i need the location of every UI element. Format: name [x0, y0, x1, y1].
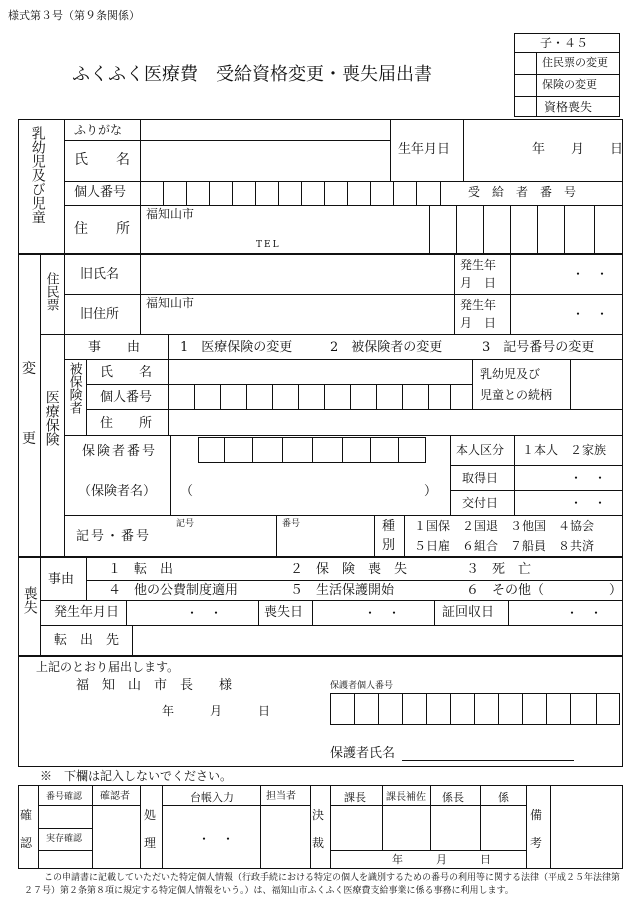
- approval-date: 年 月 日: [392, 853, 491, 866]
- loss-reason-label: 事由: [48, 572, 75, 587]
- privacy-note-line2: ２７号）第２条第８項に規定する特定個人情報をいう。）は、福知山市ふくふく医療費支給事業に係る事務に利用します。: [24, 886, 514, 896]
- reason-insured-change[interactable]: 2 被保険者の変更: [330, 340, 443, 355]
- relation-label-2: 児童との続柄: [480, 388, 553, 402]
- number-small-label: 番号: [282, 519, 301, 529]
- recipient-number-label: 受 給 者 番 号: [468, 185, 577, 199]
- declaration-statement: 上記のとおり届出します。: [36, 660, 180, 674]
- child-address-label: 住 所: [74, 221, 130, 237]
- relation-field[interactable]: [570, 360, 622, 408]
- juminhyo-label: 住民票: [43, 272, 59, 311]
- approver-staff: 係: [498, 791, 509, 804]
- change-label-1: 変: [22, 361, 36, 377]
- insured-label: 被保険者: [66, 362, 82, 414]
- office-use-note: ※ 下欄は記入しないでください。: [40, 769, 233, 783]
- number-check-label: 番号確認: [46, 792, 83, 802]
- furigana-label: ふりがな: [74, 123, 123, 137]
- old-address-label: 旧住所: [80, 307, 120, 322]
- loss-reason-death[interactable]: ３ 死 亡: [466, 562, 532, 577]
- birthdate-value[interactable]: 年 月 日: [532, 142, 624, 157]
- ledger-input-dots: ・ ・: [198, 832, 235, 846]
- person-in-charge-label: 担当者: [266, 791, 296, 802]
- return-date-dots[interactable]: ・ ・: [566, 606, 603, 620]
- insured-address-field[interactable]: [169, 410, 622, 434]
- form-code: 子・４５: [540, 36, 589, 50]
- guardian-number-field[interactable]: [330, 693, 620, 725]
- loss-occurrence-date-label: 発生年月日: [54, 605, 120, 620]
- declaration-date[interactable]: 年 月 日: [162, 704, 271, 718]
- mayor-address: 福 知 山 市 長 様: [76, 678, 233, 693]
- office-confirm-label-2: 認: [20, 836, 33, 850]
- loss-section-label: 喪失: [21, 586, 38, 614]
- insured-name-label: 氏 名: [100, 365, 153, 380]
- furigana-field[interactable]: [141, 120, 389, 140]
- old-name-label: 旧氏名: [80, 267, 120, 282]
- child-tel-label: TEL: [256, 240, 281, 250]
- old-name-date-label-2: 月 日: [460, 276, 497, 290]
- insured-number-label: 個人番号: [100, 390, 153, 405]
- option-eligibility-loss[interactable]: 資格喪失: [544, 100, 593, 114]
- return-date-label: 証回収日: [442, 605, 495, 620]
- child-address-city: 福知山市: [146, 207, 195, 221]
- child-section-label: 乳幼児及び児童: [29, 126, 46, 224]
- insured-address-label: 住 所: [100, 416, 153, 431]
- old-address-field[interactable]: [141, 295, 453, 333]
- guardian-name-field[interactable]: [402, 742, 574, 760]
- birthdate-label: 生年月日: [398, 142, 451, 157]
- insurer-number-label: 保険者番号: [82, 444, 158, 459]
- old-name-date-label-1: 発生年: [460, 258, 497, 272]
- insurer-name-label: （保険者名）: [78, 484, 157, 499]
- reason-label: 事 由: [88, 340, 141, 355]
- child-name-field[interactable]: [141, 141, 389, 181]
- reason-insurance-change[interactable]: 1 医療保険の変更: [180, 340, 293, 355]
- remarks-label-2: 考: [530, 836, 543, 850]
- insurer-name-field[interactable]: [194, 476, 422, 508]
- insurer-name-paren-open: （: [180, 484, 194, 499]
- old-address-date-label-1: 発生年: [460, 298, 497, 312]
- page-title: ふくふく医療費 受給資格変更・喪失届出書: [72, 64, 432, 85]
- symbol-number-label: 記号・番号: [76, 529, 152, 544]
- loss-date-dots[interactable]: ・ ・: [364, 606, 401, 620]
- type-label-1: 種: [382, 519, 396, 534]
- type-label-2: 別: [382, 538, 396, 553]
- acquired-date-label: 取得日: [462, 471, 499, 485]
- process-label-2: 理: [144, 836, 157, 850]
- ledger-input-label: 台帳入力: [190, 791, 234, 804]
- loss-date-label: 喪失日: [264, 605, 304, 620]
- old-address-date-label-2: 月 日: [460, 316, 497, 330]
- guardian-name-label: 保護者氏名: [330, 746, 396, 761]
- loss-reason-public-aid[interactable]: ４ 他の公費制度適用: [108, 583, 239, 598]
- self-category-options[interactable]: １本人 ２家族: [522, 443, 607, 457]
- loss-reason-insurance-lost[interactable]: ２ 保 険 喪 失: [290, 562, 408, 577]
- loss-reason-welfare[interactable]: ５ 生活保護開始: [290, 583, 395, 598]
- approver-manager: 課長: [344, 791, 366, 804]
- issued-date-label: 交付日: [462, 496, 499, 510]
- approver-chief: 係長: [442, 791, 464, 804]
- reason-symbol-change[interactable]: 3 記号番号の変更: [482, 340, 595, 355]
- office-confirm-label-1: 確: [20, 808, 33, 822]
- guardian-number-label: 保護者個人番号: [330, 681, 394, 691]
- insurance-types-row1[interactable]: １国保 ２国退 ３他国 ４協会: [414, 519, 595, 533]
- issued-date-dots[interactable]: ・ ・: [570, 496, 607, 510]
- insurance-types-row2[interactable]: ５日雇 ６組合 ７船員 ８共済: [414, 539, 595, 553]
- option-insurance-change[interactable]: 保険の変更: [542, 78, 597, 91]
- moved-to-field[interactable]: [133, 626, 622, 655]
- remarks-label-1: 備: [530, 808, 543, 822]
- old-name-field[interactable]: [141, 255, 453, 293]
- insurer-name-paren-close: ）: [424, 484, 438, 499]
- moved-to-label: 転 出 先: [54, 633, 120, 648]
- loss-occurrence-date-dots[interactable]: ・ ・: [186, 606, 223, 620]
- identity-check-label: 実存確認: [46, 834, 83, 844]
- decision-label-1: 決: [312, 808, 325, 822]
- acquired-date-dots[interactable]: ・ ・: [570, 471, 607, 485]
- option-juminhyo-change[interactable]: 住民票の変更: [542, 56, 608, 69]
- approver-deputy: 課長補佐: [386, 792, 426, 803]
- insurance-label: 医療保険: [43, 390, 60, 446]
- privacy-note-line1: この申請書に記載していただいた特定個人情報（行政手続における特定の個人を識別するための番号の利用等に関する法律（平成２５年法律第: [44, 873, 621, 883]
- old-address-date-dots[interactable]: ・ ・: [572, 307, 609, 321]
- insured-name-field[interactable]: [169, 360, 471, 384]
- symbol-number-field[interactable]: [171, 516, 373, 556]
- old-address-city: 福知山市: [146, 296, 195, 310]
- process-label-1: 処: [144, 808, 157, 822]
- form-number: 様式第３号（第９条関係）: [8, 9, 140, 22]
- symbol-small-label: 記号: [176, 519, 195, 529]
- loss-reason-other[interactable]: ６ その他（ ）: [466, 583, 623, 598]
- confirmer-label: 確認者: [100, 791, 130, 802]
- relation-label-1: 乳幼児及び: [480, 367, 541, 381]
- change-label-2: 更: [22, 431, 36, 447]
- child-my-number-label: 個人番号: [74, 185, 127, 200]
- child-address-field[interactable]: [141, 206, 429, 253]
- child-name-label: 氏 名: [74, 152, 130, 168]
- self-category-label: 本人区分: [456, 443, 505, 457]
- decision-label-2: 裁: [312, 836, 325, 850]
- old-name-date-dots[interactable]: ・ ・: [572, 267, 609, 281]
- loss-reason-moved[interactable]: １ 転 出: [108, 562, 174, 577]
